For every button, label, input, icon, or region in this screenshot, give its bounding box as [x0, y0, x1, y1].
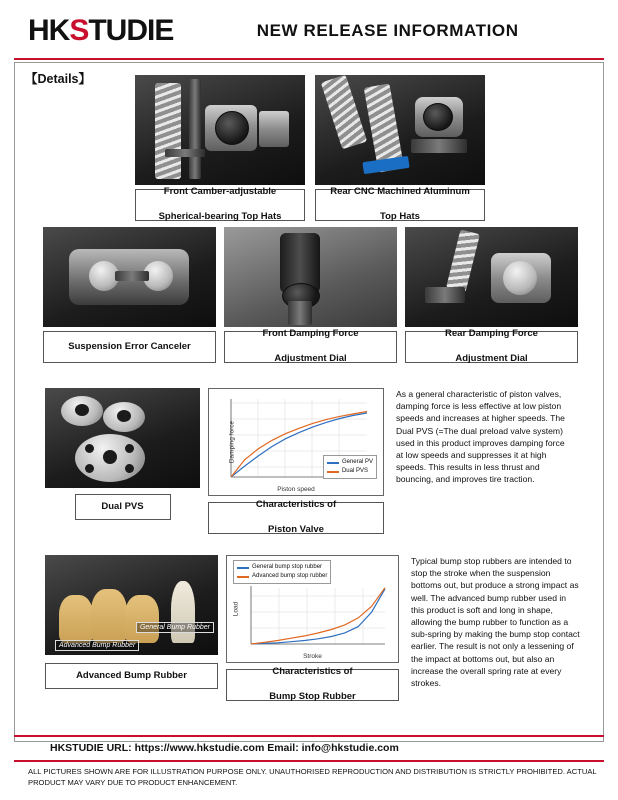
front-damping-dial-photo [224, 227, 397, 327]
legend-item-dual-pvs [327, 467, 373, 476]
legend-swatch-dual-pvs [327, 471, 339, 473]
suspension-error-canceler-caption-line1: Suspension Error Canceler [68, 340, 191, 352]
details-label: 【Details】 [25, 72, 91, 86]
dual-pvs-caption [75, 494, 171, 520]
page-title: NEW RELEASE INFORMATION [256, 21, 519, 40]
piston-chart-xlabel: Piston speed [277, 486, 315, 493]
suspension-error-canceler-caption [43, 331, 216, 363]
bump-stop-chart-caption-line2: Bump Stop Rubber [269, 691, 356, 703]
header-divider [14, 58, 604, 60]
footer-divider-top [14, 735, 604, 737]
front-damping-dial-caption-line1: Front Damping Force [262, 327, 359, 339]
piston-chart-legend [323, 455, 377, 479]
legend-swatch-general-bump [237, 567, 249, 569]
footer-contact[interactable]: HKSTUDIE URL: https://www.hkstudie.com Email: info@hkstudie.com [50, 742, 399, 754]
dual-pvs-caption-text: Dual PVS [101, 500, 144, 512]
piston-valve-chart-caption-line2: Piston Valve [268, 524, 324, 536]
row-top-hats [135, 75, 485, 221]
bump-chart-ylabel: Load [232, 601, 240, 617]
row-bump-rubber [45, 555, 580, 701]
dual-pvs-photo [45, 388, 200, 488]
legend-item-general-pv [327, 458, 373, 467]
logo-text-hk: HK [28, 14, 70, 47]
front-damping-dial-caption-line2: Adjustment Dial [274, 353, 347, 365]
front-top-hat-caption-line1: Front Camber-adjustable [163, 185, 277, 197]
footer-disclaimer: ALL PICTURES SHOWN ARE FOR ILLUSTRATION PURPOSE ONLY. UNAUTHORISED REPRODUCTION AND DISTRIBUTION IS STRICTLY PROHIBITED. ACTUAL PRODUCT MAY VARY DUE TO PRODUCT ENHANCEMENT. [28, 767, 597, 787]
front-top-hat-caption [135, 185, 305, 223]
advanced-bump-rubber-caption [45, 663, 218, 689]
legend-swatch-advanced-bump [237, 576, 249, 578]
rear-top-hat-photo [315, 75, 485, 185]
legend-label-advanced-bump: Advanced bump stop rubber [251, 573, 328, 579]
bump-chart-legend [233, 560, 331, 584]
piston-valve-chart [208, 388, 384, 496]
footer-divider-bottom [14, 760, 604, 762]
rear-damping-dial-photo [405, 227, 578, 327]
content-frame [14, 62, 604, 742]
legend-swatch-general-pv [327, 462, 339, 464]
dual-pvs-description: As a general characteristic of piston valves, damping force is less effective at low piston speeds and increases at higher speeds. The Dual PVS (=The dual preload valve system) used in this product improves damping force at low speeds and suppresses it at high speeds. This results in less thrust and bouncing, and improves tire traction. [396, 389, 565, 485]
front-top-hat-caption-line2: Spherical-bearing Top Hats [158, 211, 282, 223]
item-suspension-error-canceler [43, 227, 216, 363]
bump-rubber-description: Typical bump stop rubbers are intended to stop the stroke when the suspension bottoms out, but produce a strong impact as well. The advanced bump rubber used in this product is soft and long in shape, allowing the bump rubber to function as a sub-spring by making the bump stop contact earlier. The result is not only a lessening of the impact at bottoms out, but also an increase the overall spring rate at every strokes. [410, 556, 580, 689]
item-advanced-bump-rubber [45, 555, 218, 701]
item-rear-damping-dial [405, 227, 578, 363]
item-rear-top-hat [315, 75, 485, 221]
piston-valve-chart-caption [208, 498, 384, 536]
item-bump-stop-chart [226, 555, 399, 701]
legend-item-general-bump [237, 563, 327, 572]
item-dual-pvs [45, 388, 200, 534]
rear-damping-dial-caption-line2: Adjustment Dial [455, 353, 528, 365]
bump-stop-chart-caption-line1: Characteristics of [272, 665, 353, 677]
piston-chart-ylabel: Damping force [228, 420, 236, 464]
general-bump-rubber-photo-label: General Bump Rubber [136, 622, 214, 633]
bump-stop-chart-caption [226, 665, 399, 703]
rear-damping-dial-caption-line1: Rear Damping Force [445, 327, 538, 339]
legend-label-general-pv: General PV [341, 459, 373, 465]
bump-chart-xlabel: Stroke [303, 653, 322, 660]
rear-top-hat-caption-line1: Rear CNC Machined Aluminum [330, 185, 470, 197]
item-front-damping-dial [224, 227, 397, 363]
brand-logo [28, 14, 173, 48]
suspension-error-canceler-photo [43, 227, 216, 327]
row-dual-pvs [45, 388, 580, 534]
advanced-bump-rubber-photo [45, 555, 218, 655]
piston-chart-svg [209, 389, 385, 497]
legend-label-dual-pvs: Dual PVS [341, 468, 368, 474]
bump-stop-chart [226, 555, 399, 663]
front-damping-dial-caption [224, 327, 397, 365]
advanced-bump-rubber-photo-label: Advanced Bump Rubber [55, 640, 139, 651]
front-top-hat-photo [135, 75, 305, 185]
piston-valve-chart-caption-line1: Characteristics of [255, 498, 337, 510]
legend-label-general-bump: General bump stop rubber [251, 564, 323, 570]
logo-text-tudie: TUDIE [88, 14, 174, 47]
rear-damping-dial-caption [405, 327, 578, 365]
item-piston-valve-chart [208, 388, 384, 534]
advanced-bump-rubber-caption-text: Advanced Bump Rubber [76, 669, 187, 681]
logo-text-s: S [69, 14, 89, 47]
legend-item-advanced-bump [237, 572, 327, 581]
rear-top-hat-caption [315, 185, 485, 223]
item-front-top-hat [135, 75, 305, 221]
row-dampers [43, 227, 578, 363]
page-header [0, 0, 618, 54]
rear-top-hat-caption-line2: Top Hats [380, 211, 420, 223]
